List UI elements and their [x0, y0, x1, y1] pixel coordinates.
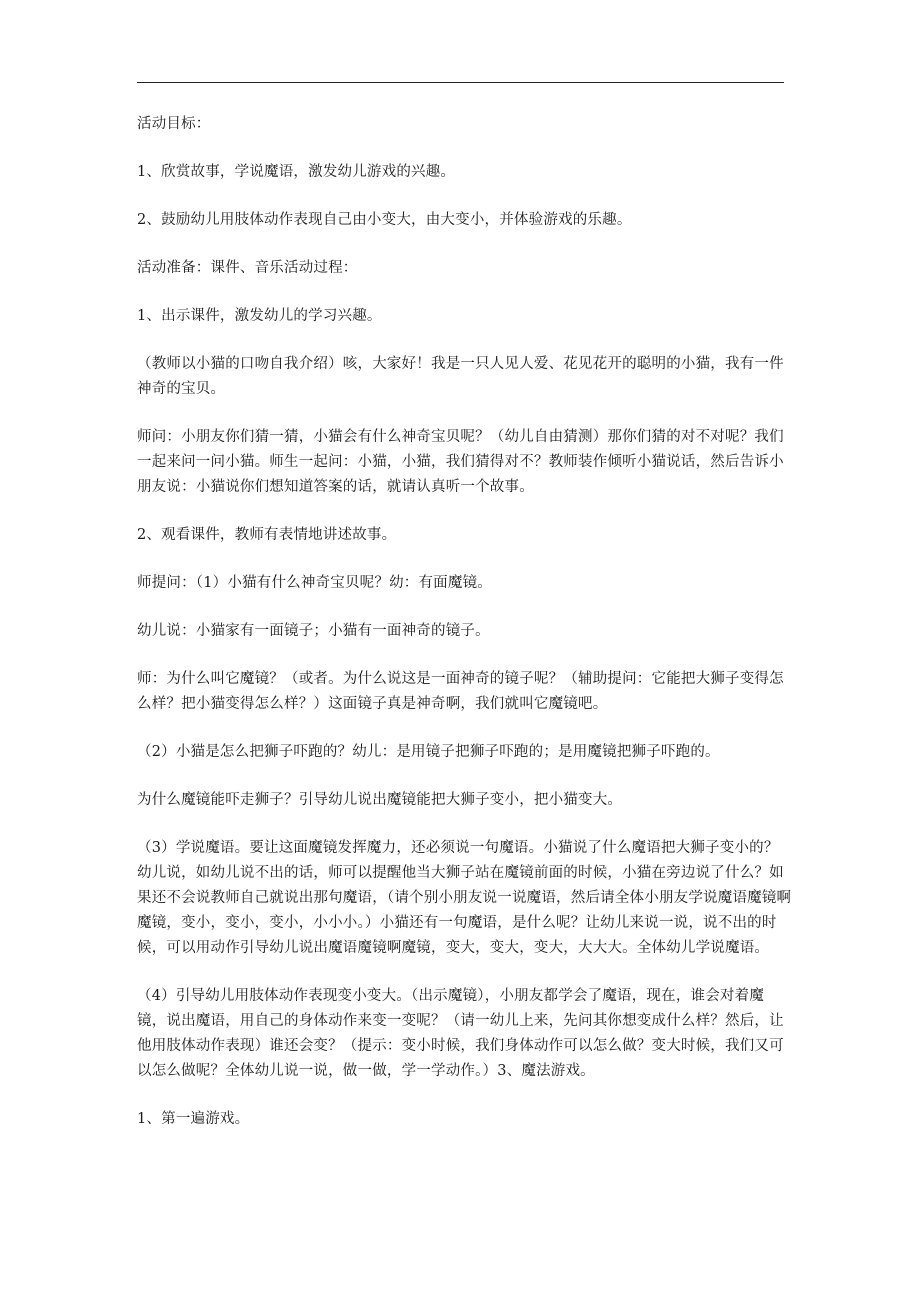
game-step-1: 1、第一遍游戏。: [137, 1111, 250, 1127]
body-paragraph: 师问：小朋友你们猜一猜，小猫会有什么神奇宝贝呢？（幼儿自由猜测）那你们猜的对不对呢？我们一起来问一问小猫。师生一起问：小猫，小猫，我们猜得对不？教师装作倾听小猫说话，然后告诉小朋友说：小猫说你们想知道答案的话，就请认真听一个故事。: [137, 429, 784, 495]
body-paragraph: （3）学说魔语。要让这面魔镜发挥魔力，还必须说一句魔语。小猫说了什么魔语把大狮子变小的？幼儿说，如幼儿说不出的话，师可以提醒他当大狮子站在魔镜前面的时候，小猫在旁边说了什么？如果还不会说教师自己就说出那句魔语，（请个别小朋友说一说魔语，然后请全体小朋友学说魔语魔镜啊魔镜，变小，变小，变小，小小小。）小猫还有一句魔语，是什么呢？让幼儿来说一说，说不出的时候，可以用动作引导幼儿说出魔语魔镜啊魔镜，变大，变大，变大，大大大。全体幼儿学说魔语。: [137, 840, 792, 956]
process-step-2: 2、观看课件，教师有表情地讲述故事。: [137, 527, 397, 543]
body-paragraph: （教师以小猫的口吻自我介绍）咳，大家好！我是一只人见人爱、花见花开的聪明的小猫，我有一件神奇的宝贝。: [137, 356, 784, 397]
body-paragraph: 师提问：（1）小猫有什么神奇宝贝呢？幼：有面魔镜。: [137, 575, 492, 591]
body-paragraph: （2）小猫是怎么把狮子吓跑的？幼儿：是用镜子把狮子吓跑的；是用魔镜把狮子吓跑的。: [137, 744, 720, 760]
body-paragraph: 师：为什么叫它魔镜？（或者。为什么说这是一面神奇的镜子呢？（辅助提问：它能把大狮子变得怎么样？把小猫变得怎么样？）这面镜子真是神奇啊，我们就叫它魔镜吧。: [137, 671, 784, 712]
body-paragraph: 为什么魔镜能吓走狮子？引导幼儿说出魔镜能把大狮子变小，把小猫变大。: [137, 792, 623, 808]
document-body: [137, 112, 793, 1155]
goal-item-1: 1、欣赏故事，学说魔语，激发幼儿游戏的兴趣。: [137, 164, 456, 180]
body-paragraph: 幼儿说：小猫家有一面镜子；小猫有一面神奇的镜子。: [137, 623, 490, 639]
section-heading-preparation: 活动准备：课件、音乐活动过程：: [137, 260, 358, 276]
body-paragraph: （4）引导幼儿用肢体动作表现变小变大。（出示魔镜），小朋友都学会了魔语，现在，谁会对着魔镜，说出魔语，用自己的身体动作来变一变呢？（请一幼儿上来，先问其你想变成什么样？然后，让他用肢体动作表现）谁还会变？（提示：变小时候，我们身体动作可以怎么做？变大时候，我们又可以怎么做呢？全体幼儿说一说，做一做，学一学动作。）3、魔法游戏。: [137, 988, 784, 1079]
process-step-1: 1、出示课件，激发幼儿的学习兴趣。: [137, 308, 382, 324]
header-rule: [137, 82, 784, 83]
goal-item-2: 2、鼓励幼儿用肢体动作表现自己由小变大，由大变小，并体验游戏的乐趣。: [137, 212, 632, 228]
section-heading-goals: 活动目标：: [137, 116, 211, 132]
